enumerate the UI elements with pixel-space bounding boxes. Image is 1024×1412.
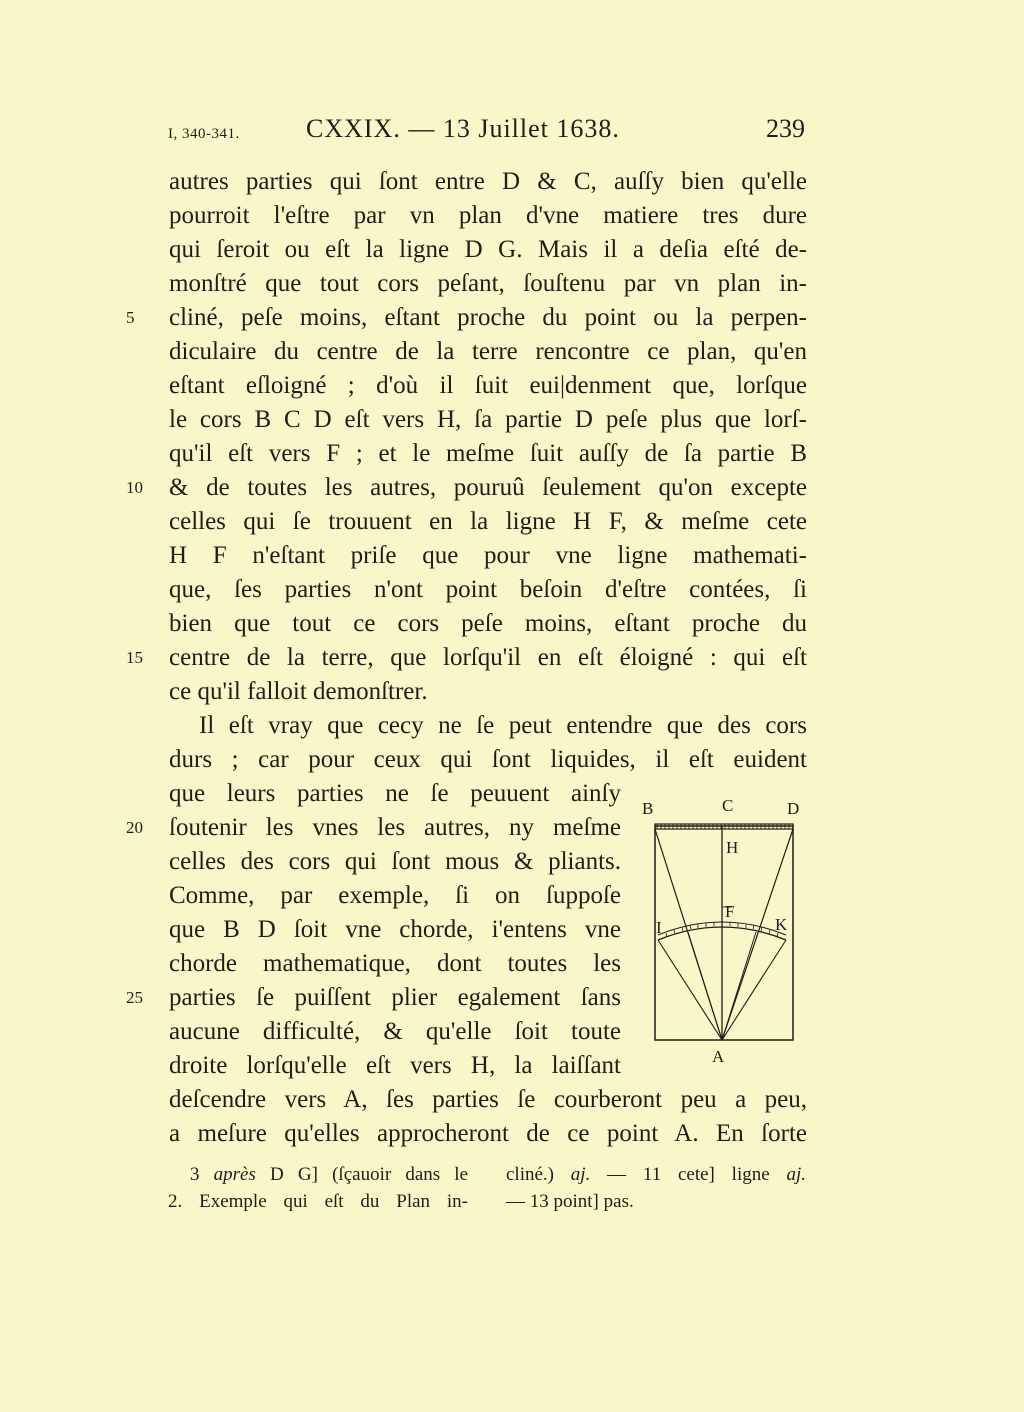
text-line: parties ſe puiſſent plier egalement ſans [169,984,621,1011]
text-line: Il eſt vray que cecy ne ſe peut entendre que des cors [199,712,807,739]
text-line: que B D ſoit vne chorde, i'entens vne [169,916,621,943]
footnote-line: 2. Exemple qui eſt du Plan in- [168,1191,468,1212]
line-ad [722,829,793,1040]
line-number: 10 [126,478,143,497]
text-line: qui ſeroit ou eſt la ligne D G. Mais il a deſia eſté de- [169,236,807,263]
running-header [0,114,1024,154]
text-line: celles des cors qui ſont mous & pliants. [169,848,621,875]
text-line: pourroit l'eſtre par vn plan d'vne matiere tres dure [169,202,807,229]
text-line: Comme, par exemple, ſi on ſuppoſe [169,882,621,909]
label-d: D [787,799,800,818]
footnote-line: cliné.) aj. — 11 cete] ligne aj. [506,1164,806,1185]
label-h: H [726,838,739,857]
text-line: que leurs parties ne ſe peuuent ainſy [169,780,621,807]
text-line: eſtant eſloigné ; d'où il ſuit eui|denment que, lorſque [169,372,807,399]
label-i: I [656,918,662,937]
text-line: ce qu'il falloit demonſtrer. [169,678,428,705]
text-line: durs ; car pour ceux qui ſont liquides, il eſt euident [169,746,807,773]
text-line: bien que tout ce cors peſe moins, eſtant proche du [169,610,807,637]
text-line: deſcendre vers A, ſes parties ſe courberont peu a peu, [169,1086,807,1113]
line-number: 15 [126,648,143,667]
text-line: aucune difficulté, & qu'elle ſoit toute [169,1018,621,1045]
figure-svg [636,792,808,1072]
text-line: cliné, peſe moins, eſtant proche du point ou la perpen- [169,304,807,331]
label-f: F [725,902,735,921]
text-line: autres parties qui ſont entre D & C, auſſy bien qu'elle [169,168,807,195]
text-line: a meſure qu'elles approcheront de ce point A. En ſorte [169,1120,807,1147]
text-line: H F n'eſtant priſe que pour vne ligne mathemati- [169,542,807,569]
line-ak [722,940,786,1040]
text-line: monſtré que tout cors peſant, ſouſtenu par vn plan in- [169,270,807,297]
line-number: 25 [126,988,143,1007]
header-reference: I, 340-341. [168,126,240,142]
text-line: chorde mathematique, dont toutes les [169,950,621,977]
footnote-line: — 13 point] pas. [506,1191,634,1212]
text-line: & de toutes les autres, pouruû ſeulement qu'on excepte [169,474,807,501]
line-ai [658,940,722,1040]
radius-line [722,932,756,1040]
text-line: centre de la terre, que lorſqu'il en eſt éloigné : qui eſt [169,644,807,671]
text-line: celles qui ſe trouuent en la ligne H F, & meſme cete [169,508,807,535]
radius-line [688,932,722,1040]
text-line: droite lorſqu'elle eſt vers H, la laiſſant [169,1052,621,1079]
text-line: le cors B C D eſt vers H, ſa partie D peſe plus que lorſ- [169,406,807,433]
text-line: ſoutenir les vnes les autres, ny meſme [169,814,621,841]
label-k: K [775,915,788,934]
label-b: B [642,799,654,818]
label-a: A [712,1047,725,1066]
footnote-line: 3 après D G] (ſçauoir dans le [190,1164,469,1185]
outer-rectangle [655,826,793,1040]
line-number: 20 [126,818,143,837]
geometric-figure [636,792,808,1072]
text-line: diculaire du centre de la terre rencontre ce plan, qu'en [169,338,807,365]
text-line: qu'il eſt vers F ; et le meſme ſuit auſſy de ſa partie B [169,440,807,467]
page-number: 239 [766,114,805,143]
line-number: 5 [126,308,135,327]
header-title: CXXIX. — 13 Juillet 1638. [306,114,620,143]
label-c: C [722,796,734,815]
text-line: que, ſes parties n'ont point beſoin d'eſtre contées, ſi [169,576,807,603]
